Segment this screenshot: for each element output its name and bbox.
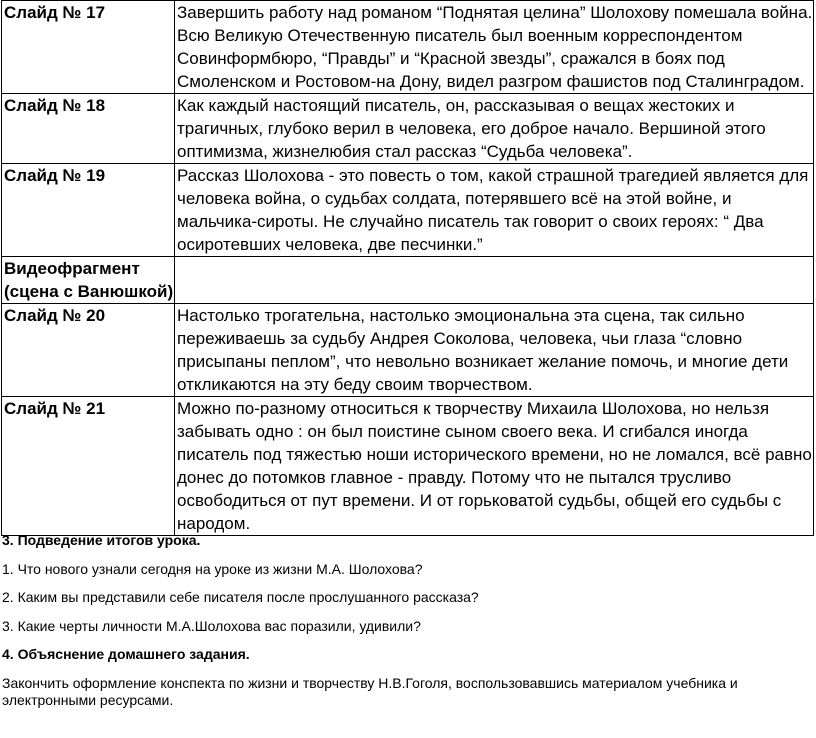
row-text: Как каждый настоящий писатель, он, рассказывая о вещах жестоких и трагичных, глубоко верил в человека, его доброе начало. Вершиной этого оптимизма, жизнелюбия стал рассказ “Судьба человека”.	[175, 94, 814, 164]
slides-table	[1, 0, 814, 536]
row-label: Слайд № 21	[2, 397, 175, 536]
row-text: Настолько трогательна, настолько эмоциональна эта сцена, так сильно переживаешь за судьбу Андрея Соколова, человека, чьи глаза “словно присыпаны пеплом”, что невольно возникает желание помочь, и многие дети откликаются на эту беду своим творчеством.	[175, 304, 814, 397]
row-text: Завершить работу над романом “Поднятая целина” Шолохову помешала война. Всю Великую Отечественную писатель был военным корреспондентом Совинформбюро, “Правды” и “Красной звезды”, сражался в боях под Смоленском и Ростовом-на Дону, видел разгром фашистов под Сталинградом.	[175, 1, 814, 94]
row-text: Рассказ Шолохова - это повесть о том, какой страшной трагедией является для человека война, о судьбах солдата, потерявшего всё на этой войне, и мальчика-сироты. Не случайно писатель так говорит о своих героях: “ Два осиротевших человека, две песчинки.”	[175, 164, 814, 257]
table-row	[2, 257, 814, 304]
section3-heading: 3. Подведение итогов урока.	[2, 532, 201, 548]
table-row	[2, 397, 814, 536]
table-row	[2, 1, 814, 94]
question-item: 1. Что нового узнали сегодня на уроке из жизни М.А. Шолохова?	[2, 561, 423, 577]
table-row	[2, 94, 814, 164]
section4-heading: 4. Объяснение домашнего задания.	[2, 646, 250, 662]
question-item: 3. Какие черты личности М.А.Шолохова вас поразили, удивили?	[2, 618, 421, 634]
row-label: Слайд № 18	[2, 94, 175, 164]
homework-text: Закончить оформление конспекта по жизни и творчеству Н.В.Гоголя, воспользовавшись материалом учебника и электронными ресурсами.	[2, 675, 738, 708]
row-label: Слайд № 20	[2, 304, 175, 397]
question-item: 2. Каким вы представили себе писателя после прослушанного рассказа?	[2, 589, 479, 605]
row-text	[175, 257, 814, 304]
row-text: Можно по-разному относиться к творчеству Михаила Шолохова, но нельзя забывать одно : он был поистине сыном своего века. И сгибался иногда писатель под тяжестью ноши исторического времени, но не ломался, всё равно донес до потомков главное - правду. Потому что не пытался трусливо освободиться от пут времени. И от горьковатой судьбы, общей его судьбы с народом.	[175, 397, 814, 536]
row-label: Слайд № 19	[2, 164, 175, 257]
row-label: Слайд № 17	[2, 1, 175, 94]
table-row	[2, 304, 814, 397]
table-row	[2, 164, 814, 257]
row-label: Видеофрагмент (сцена с Ванюшкой)	[2, 257, 175, 304]
